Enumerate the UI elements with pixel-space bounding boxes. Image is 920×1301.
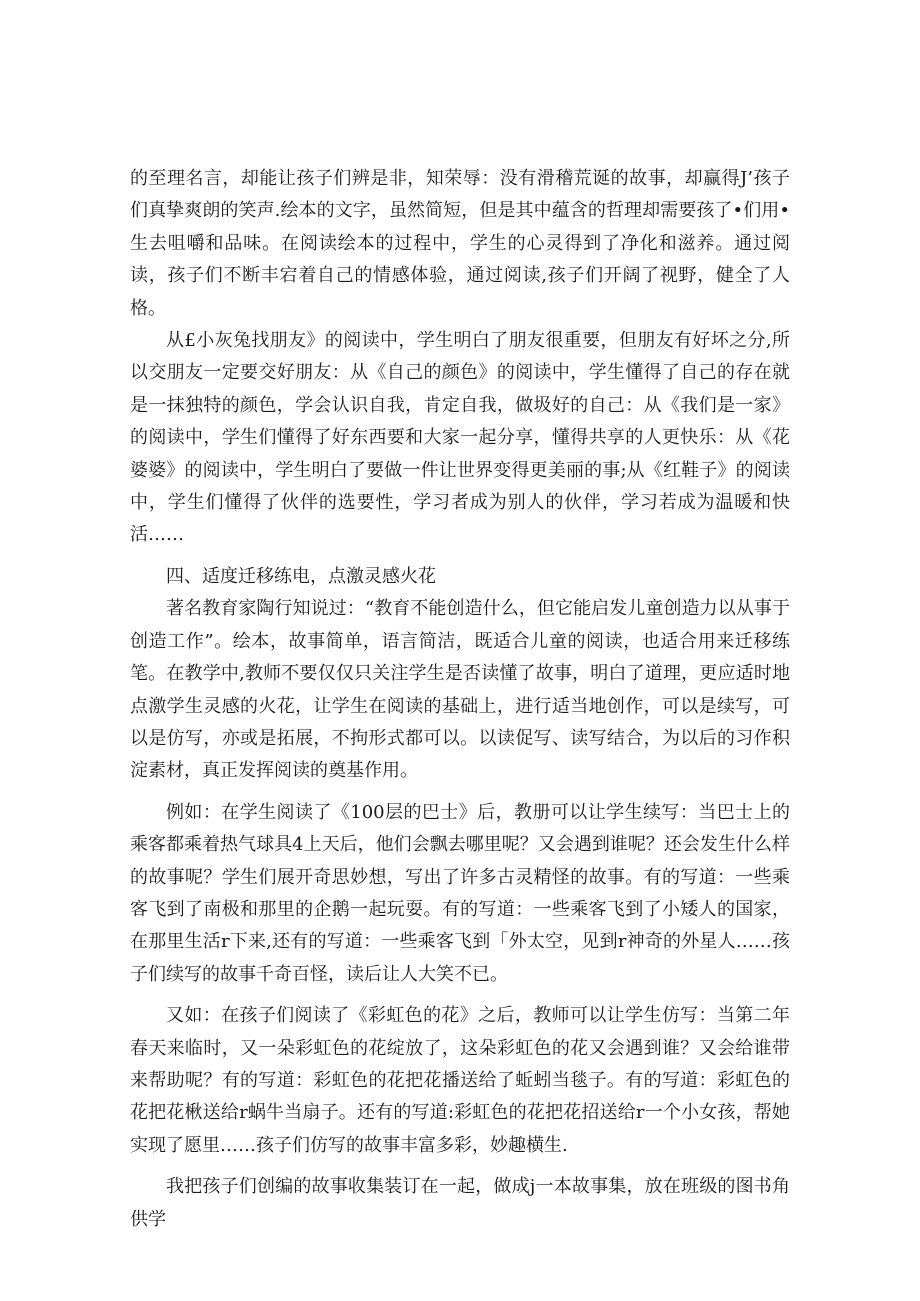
- paragraph-story-collection: 我把孩子们创编的故事收集装订在一起，做成j一本故事集，放在班级的图书角供学: [130, 1176, 790, 1230]
- paragraph-example-rainbow-flower: 又如：在孩子们阅读了《彩虹色的花》之后，教师可以让学生仿写：当第二年春天来临时，又一朵彩虹色的花绽放了，这朵彩虹色的花又会遇到谁？又会给谁带来帮助呢？有的写道：彩虹色的花把花播送给了蚯蚓当毯子。有的写道：彩虹色的花把花楸送给r蜗牛当扇子。还有的写道:彩虹色的花把花招送给r一个小女孩，帮她实现了愿里……孩子们仿写的故事丰富多彩，妙趣横生.: [130, 1005, 790, 1156]
- section-heading-four: 四、适度迁移练电，点激灵感火花: [166, 565, 436, 587]
- paragraph-tao-xingzhi: 著名教育家陶行知说过：“教育不能创造什么，但它能启发儿童创造力以从事于创造工作”。绘本，故事简单，语言简洁，既适合儿童的阅读，也适合用来迁移练笔。在教学中,教师不要仅仅只关注学生是否读懂了故事，明白了道理，更应适时地点激学生灵感的火花，让学生在阅读的基础上，进行适当地创作，可以是续写，可以是仿写，亦或是拓展，不拘形式都可以。以读促写、读写结合，为以后的习作积淀素材，真正发挥阅读的奠基作用。: [130, 598, 790, 782]
- paragraph-reading-examples: 从£小灰兔找朋友》的阅读中，学生明白了朋友很重要，但朋友有好坏之分,所以交朋友一定要交好朋友：从《自己的颜色》的阅读中，学生懂得了自己的存在就是一抹独特的颜色，学会认识自我，肯定自我，做圾好的自己：从《我们是一家》的阅读中，学生们懂得了好东西要和大家一起分享，懂得共享的人更快乐：从《花婆婆》的阅读中，学生明白了要做一件让世界变得更美丽的事;从《红鞋子》的阅读中，学生们懂得了伙伴的选要性，学习者成为别人的伙伴，学习若成为温暖和快活……: [130, 330, 790, 546]
- paragraph-continuation: 的至理名言，却能让孩子们辨是非，知荣辱：没有滑稽荒诞的故事，却赢得J’孩子们真挚爽朗的笑声.绘本的文字，虽然简短，但是其中蕴含的哲理却需要孩了•们用•生去咀嚼和品味。在阅读绘本的过程中，学生的心灵得到了净化和滋养。通过阅读，孩子们不断丰宕着自己的情感体验，通过阅读,孩子们开阔了视野，健全了人格。: [130, 168, 790, 319]
- body-text: [130, 163, 790, 1236]
- paragraph-example-bus: 例如：在学生阅读了《100层的巴士》后，教册可以让学生续写：当巴士上的乘客都乘着热气球具4上天后，他们会飘去哪里呢？又会遇到谁呢？还会发生什么样的故事呢？学生们展开奇思妙想，写出了许多古灵精怪的故事。有的写道：一些乘客飞到了南极和那里的企鹅一起玩耍。有的写道：一些乘客飞到了小矮人的国家，在那里生活r下来,还有的写道：一些乘客飞到「外太空，见到r神奇的外星人……孩子们续写的故事千奇百怪，读后让人大笑不已。: [130, 801, 790, 985]
